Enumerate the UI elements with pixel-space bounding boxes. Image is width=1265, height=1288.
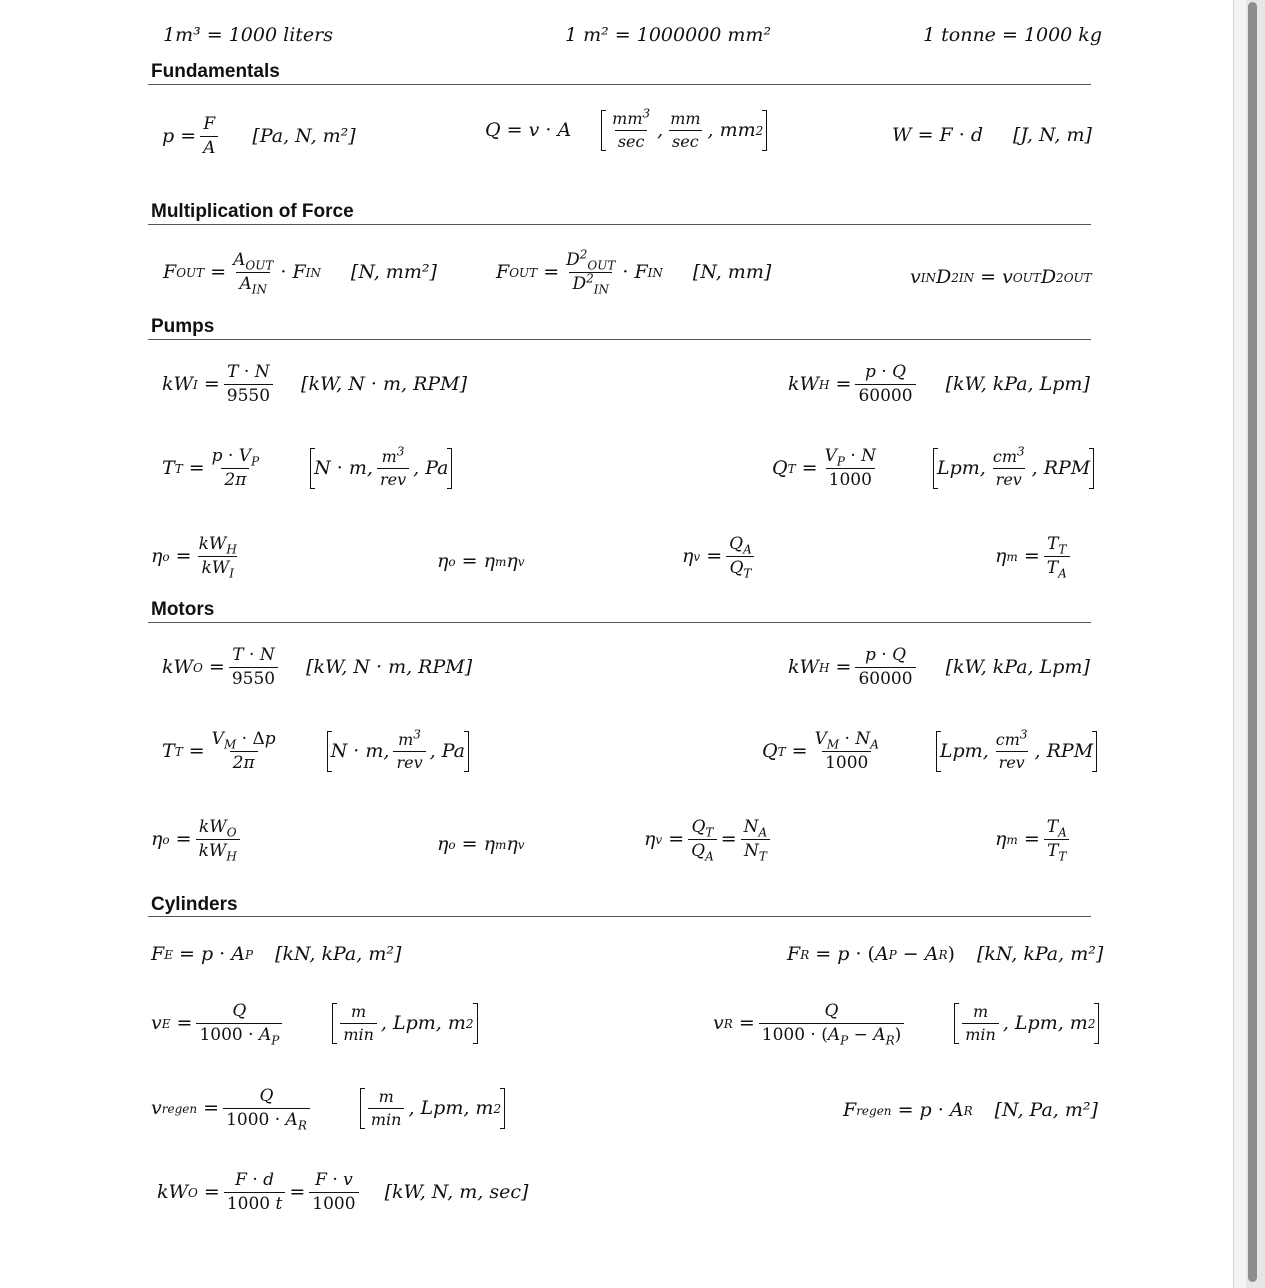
- formula-regen-velocity: v regen = $\frac{Q}{1000 \cdot A_R}$ $\frac{m}{\min}$ , Lpm, m 2: [151, 1088, 505, 1129]
- formula-retract-force: F R = p · ( A P − A R ) [kN, kPa, m²]: [787, 943, 1104, 965]
- formula-pump-volumetric-efficiency: η v = $\frac{Q_A}{Q_T}$: [682, 536, 759, 577]
- formula-extend-force: F E = p · A P [kN, kPa, m²]: [151, 943, 402, 965]
- formula-cylinder-power: kW O = $\frac{F \cdot d}{1000 t}$ = $\frac{F \cdot v}{1000}$ [kW, N, m, sec]: [157, 1170, 529, 1214]
- section-heading-pumps: Pumps: [151, 316, 215, 337]
- formula-retract-velocity: v R = $\frac{Q}{1000 \cdot (A_P - A_R)}$ $\frac{m}{\min}$ , Lpm, m 2: [713, 1003, 1099, 1044]
- formula-pump-efficiency-product: η o = η m η v: [437, 550, 525, 572]
- conversion-area: 1 m² = 1000000 mm²: [565, 24, 772, 46]
- section-heading-fundamentals: Fundamentals: [151, 61, 280, 82]
- formula-extend-velocity: v E = $\frac{Q}{1000 \cdot A_P}$ $\frac{m}{\min}$ , Lpm, m 2: [151, 1003, 478, 1044]
- formula-motor-theoretical-torque: T T = $\frac{V_M \cdot \Delta p}{2\pi}$ N · m, $\frac{m^3}{\text{rev}}$ , Pa: [162, 731, 469, 772]
- formula-motor-hydraulic-power: kW H = $\frac{p \cdot Q}{60000}$ [kW, kPa, Lpm]: [788, 645, 1090, 689]
- scrollbar-gutter: [1233, 0, 1246, 1288]
- formula-motor-mechanical-efficiency: η m = $\frac{T_A}{T_T}$: [995, 819, 1074, 860]
- formula-pump-overall-efficiency: η o = $\frac{kW_H}{kW_I}$: [151, 534, 237, 581]
- formula-flow: Q = v · A $\frac{mm^3}{\sec}$ , $\frac{mm}{\sec}$ , mm 2: [485, 110, 767, 151]
- section-heading-motors: Motors: [151, 599, 215, 620]
- formula-motor-efficiency-product: η o = η m η v: [437, 833, 525, 855]
- formula-motor-theoretical-flow: Q T = $\frac{V_M \cdot N_A}{1000}$ Lpm, $\frac{cm^3}{\text{rev}}$ , RPM: [762, 731, 1097, 772]
- section-heading-cylinders: Cylinders: [151, 894, 238, 915]
- formula-pump-input-power: kW I = $\frac{T \cdot N}{9550}$ [kW, N · m, RPM]: [162, 362, 468, 406]
- section-heading-force: Multiplication of Force: [151, 201, 354, 222]
- formula-force-diameter: F OUT = $\frac{D^2_{OUT}}{D^2_{IN}}$ · F IN [N, mm]: [496, 247, 772, 297]
- formula-pump-theoretical-flow: Q T = $\frac{V_P \cdot N}{1000}$ Lpm, $\frac{cm^3}{\text{rev}}$ , RPM: [772, 448, 1094, 489]
- formula-pump-mechanical-efficiency: η m = $\frac{T_T}{T_A}$: [995, 536, 1074, 577]
- section-divider: [148, 622, 1091, 623]
- section-divider: [148, 84, 1091, 85]
- conversion-mass: 1 tonne = 1000 kg: [923, 24, 1102, 46]
- conversion-volume: 1m³ = 1000 liters: [163, 24, 333, 46]
- formula-pressure: p = $\frac{F}{A}$ [Pa, N, m²]: [162, 114, 356, 158]
- formula-pump-hydraulic-power: kW H = $\frac{p \cdot Q}{60000}$ [kW, kPa, Lpm]: [788, 362, 1090, 406]
- formula-force-area: F OUT = $\frac{A_{OUT}}{A_{IN}}$ · F IN [N, mm²]: [163, 250, 437, 297]
- formula-motor-volumetric-efficiency: η v = $\frac{Q_T}{Q_A}$ = $\frac{N_A}{N_T}$: [644, 819, 774, 860]
- section-divider: [148, 339, 1091, 340]
- formula-pump-theoretical-torque: T T = $\frac{p \cdot V_P}{2\pi}$ N · m, $\frac{m^3}{\text{rev}}$ , Pa: [162, 448, 452, 489]
- formula-velocity-diameter: v IN D 2 IN = v OUT D 2 OUT: [910, 266, 1092, 288]
- section-divider: [148, 916, 1091, 917]
- formula-work: W = F · d [J, N, m]: [892, 124, 1092, 146]
- section-divider: [148, 224, 1091, 225]
- formula-motor-overall-efficiency: η o = $\frac{kW_O}{kW_H}$: [151, 819, 244, 860]
- scrollbar-thumb[interactable]: [1248, 2, 1257, 1282]
- formula-motor-output-power: kW O = $\frac{T \cdot N}{9550}$ [kW, N · m, RPM]: [162, 645, 473, 689]
- formula-regen-force: F regen = p · A R [N, Pa, m²]: [843, 1099, 1098, 1121]
